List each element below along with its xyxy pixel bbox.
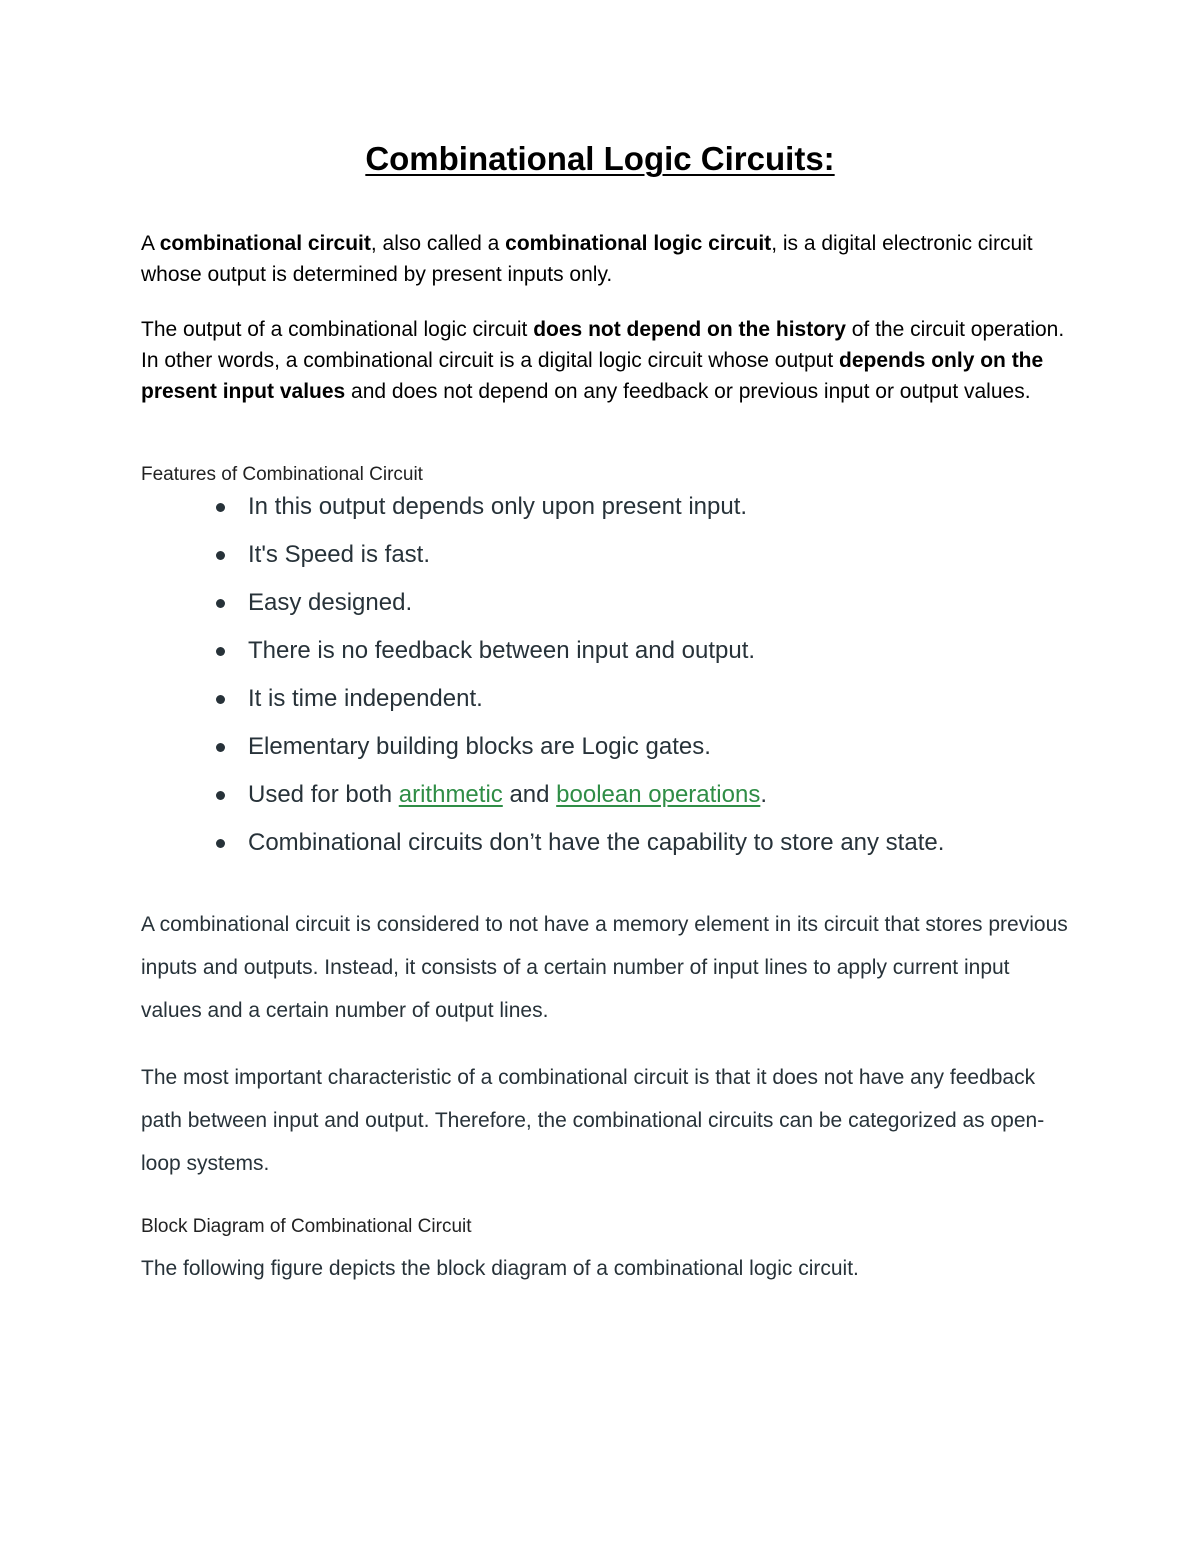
history-bold-1: does not depend on the history	[533, 318, 846, 341]
feature-text: Elementary building blocks are Logic gates.	[248, 733, 711, 760]
intro-text-1: A	[141, 232, 160, 255]
history-paragraph	[141, 314, 1071, 407]
bullet-icon	[216, 839, 225, 848]
history-bold-2: depends only on the present input values	[141, 349, 1044, 403]
intro-text-3: , is a digital electronic circuit whose output is determined by present inputs only.	[141, 232, 1033, 286]
feature-text-with-links	[248, 777, 767, 813]
history-text-2: of the circuit operation. In other words, a combinational circuit is a digital logic circuit whose output	[141, 318, 1065, 372]
history-text-1: The output of a combinational logic circuit	[141, 318, 534, 341]
block-diagram-heading: Block Diagram of Combinational Circuit	[141, 1216, 472, 1237]
intro-paragraph	[141, 228, 1071, 290]
memory-paragraph: A combinational circuit is considered to not have a memory element in its circuit that stores previous inputs and outputs. Instead, it consists of a certain number of input lines to apply current input values and a certain number of output lines.	[141, 913, 1068, 1022]
feature-text: Combinational circuits don’t have the capability to store any state.	[248, 829, 945, 856]
bullet-icon	[216, 599, 225, 608]
bullet-icon	[216, 647, 225, 656]
feature-links-suffix: .	[760, 781, 768, 808]
feature-links-middle: and	[502, 781, 557, 808]
feature-text: In this output depends only upon present input.	[248, 493, 748, 520]
feedback-paragraph: The most important characteristic of a combinational circuit is that it does not have any feedback path between input and output. Therefore, the combinational circuits can be categorized as open-loop systems.	[141, 1066, 1045, 1175]
intro-text-2: , also called a	[370, 232, 506, 255]
feature-text: It is time independent.	[248, 685, 483, 712]
bullet-icon	[216, 503, 225, 512]
feature-links-prefix: Used for both	[248, 781, 399, 808]
boolean-operations-link[interactable]: boolean operations	[556, 781, 761, 808]
bullet-icon	[216, 695, 225, 704]
arithmetic-link[interactable]: arithmetic	[398, 781, 503, 808]
block-diagram-text: The following figure depicts the block diagram of a combinational logic circuit.	[141, 1257, 859, 1280]
history-text-3: and does not depend on any feedback or previous input or output values.	[345, 380, 1031, 403]
bullet-icon	[216, 551, 225, 560]
page-title: Combinational Logic Circuits:	[365, 140, 835, 177]
feature-text: There is no feedback between input and output.	[248, 637, 756, 664]
features-heading: Features of Combinational Circuit	[141, 464, 423, 485]
bullet-icon	[216, 743, 225, 752]
intro-bold-1: combinational circuit	[159, 232, 371, 255]
intro-bold-2: combinational logic circuit	[505, 232, 772, 255]
feature-text: Easy designed.	[248, 589, 413, 616]
feature-text: It's Speed is fast.	[248, 541, 431, 568]
bullet-icon	[216, 791, 225, 800]
